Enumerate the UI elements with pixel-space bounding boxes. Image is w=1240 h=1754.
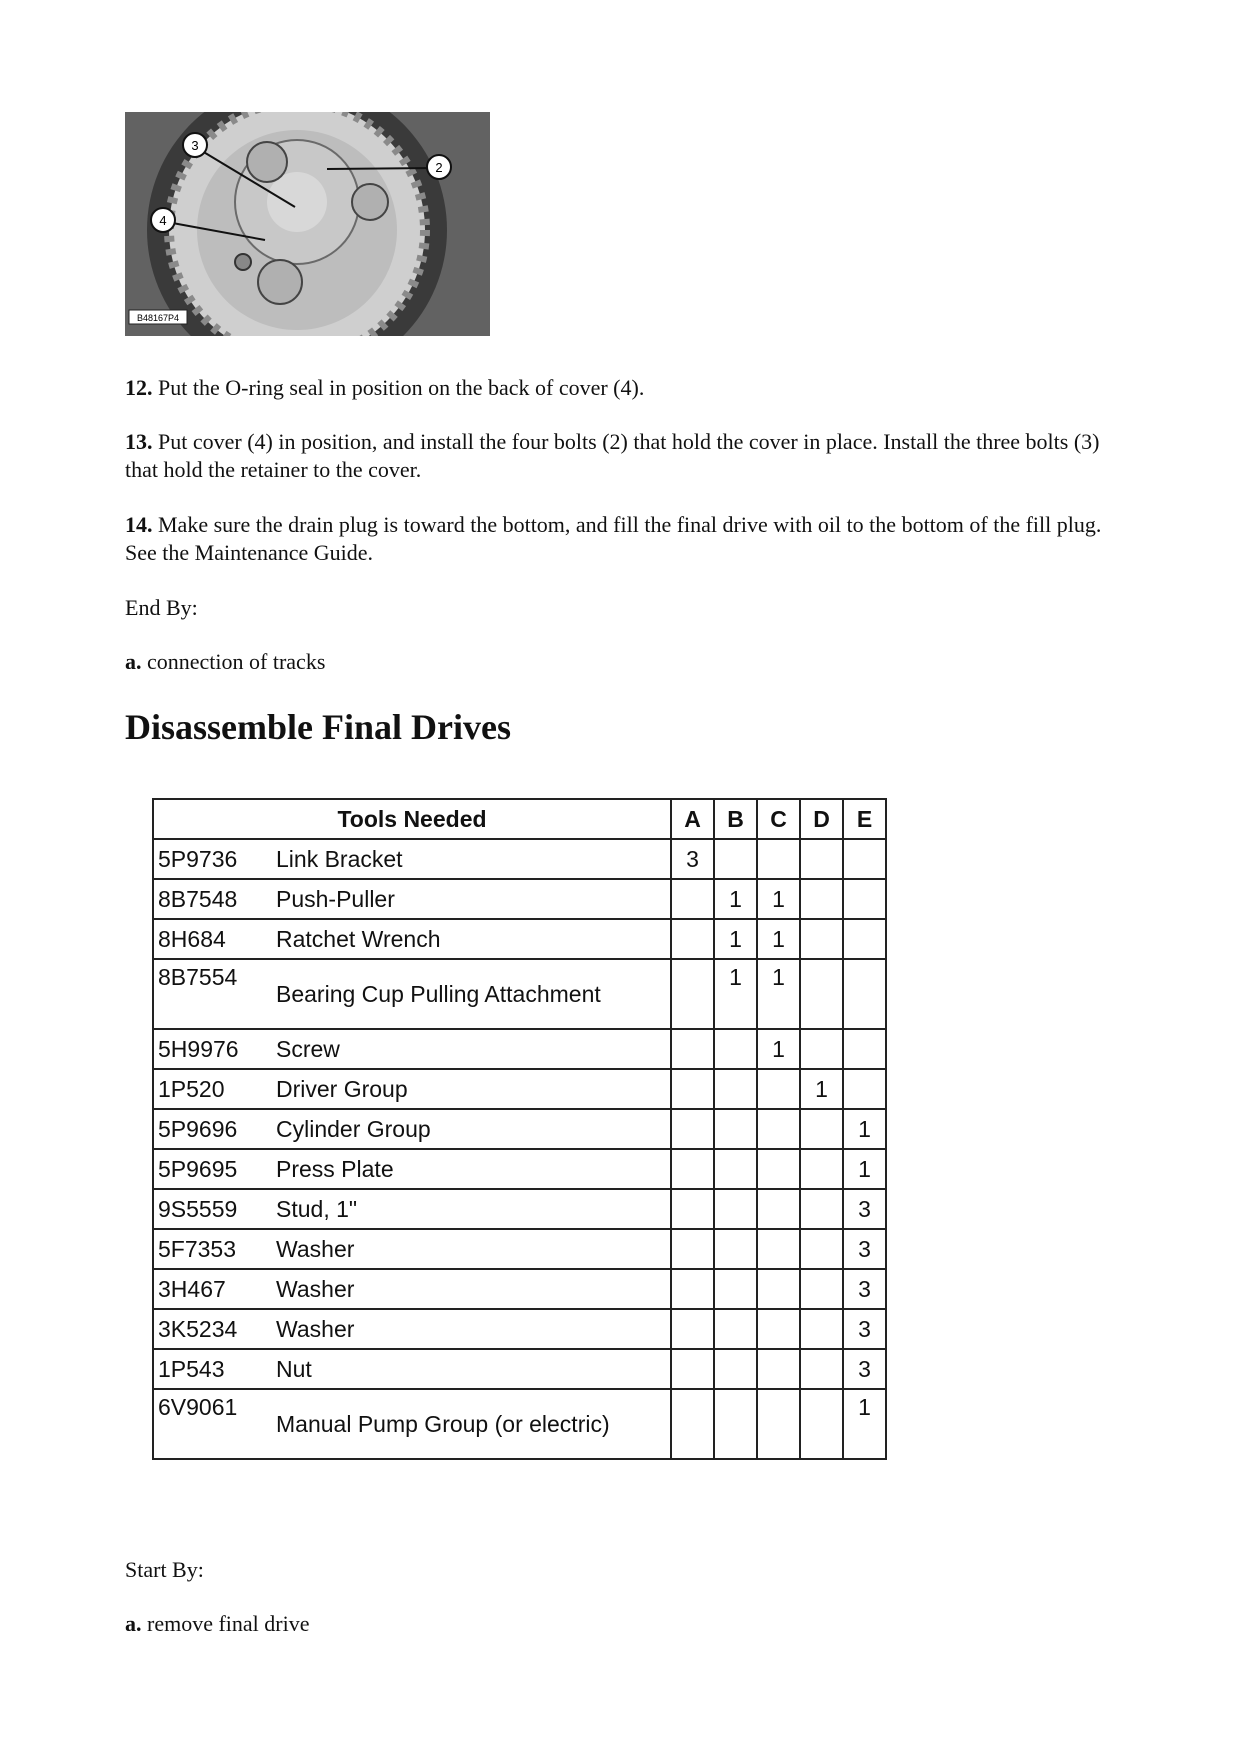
table-row [153,919,886,959]
qty-a [671,1149,714,1189]
qty-e: 3 [843,1189,886,1229]
qty-e [843,879,886,919]
qty-b [714,1389,757,1459]
qty-d [800,1229,843,1269]
qty-b: 1 [714,919,757,959]
qty-a [671,1269,714,1309]
qty-d: 1 [800,1069,843,1109]
qty-d [800,1309,843,1349]
qty-a [671,1029,714,1069]
qty-e: 3 [843,1349,886,1389]
svg-text:4: 4 [159,213,167,228]
part-number: 3H467 [153,1269,272,1309]
column-header-d: D [800,799,843,839]
step-text: Put the O-ring seal in position on the back of cover (4). [152,375,645,400]
qty-c [757,1389,800,1459]
column-header-c: C [757,799,800,839]
tools-needed-header: Tools Needed [153,799,671,839]
table-row [153,1189,886,1229]
item-letter: a. [125,1611,142,1636]
final-drive-illustration [125,112,490,336]
qty-e [843,959,886,1029]
svg-text:2: 2 [435,160,443,175]
table-row [153,879,886,919]
tool-name: Link Bracket [272,839,671,879]
table-row [153,1149,886,1189]
qty-c [757,839,800,879]
tool-name: Screw [272,1029,671,1069]
qty-c [757,1109,800,1149]
step-number: 12. [125,375,153,400]
tool-name: Press Plate [272,1149,671,1189]
callout-4 [151,208,175,232]
table-row [153,839,886,879]
qty-e: 1 [843,1389,886,1459]
tool-name: Bearing Cup Pulling Attachment [272,959,671,1029]
qty-c [757,1069,800,1109]
part-number: 1P520 [153,1069,272,1109]
qty-d [800,1149,843,1189]
qty-a [671,1229,714,1269]
tool-name: Driver Group [272,1069,671,1109]
item-text: connection of tracks [141,649,326,674]
step-12 [125,374,1115,402]
tool-name: Washer [272,1229,671,1269]
qty-a [671,1109,714,1149]
qty-d [800,1029,843,1069]
end-by-label: End By: [125,595,198,620]
table-row [153,1309,886,1349]
tool-name: Nut [272,1349,671,1389]
step-text: Put cover (4) in position, and install the four bolts (2) that hold the cover in place. Install the three bolts (3) that hold the retainer to the cover. [125,429,1100,482]
column-header-a: A [671,799,714,839]
qty-b [714,1029,757,1069]
qty-e: 1 [843,1109,886,1149]
table-header-row [153,799,886,839]
qty-e [843,1029,886,1069]
callout-3 [183,133,207,157]
qty-c [757,1349,800,1389]
qty-b [714,1109,757,1149]
qty-b [714,1309,757,1349]
callout-2 [427,155,451,179]
qty-b [714,1069,757,1109]
step-number: 14. [125,512,153,537]
tool-name: Cylinder Group [272,1109,671,1149]
qty-e [843,919,886,959]
part-number: 8B7548 [153,879,272,919]
figure-stamp [129,310,187,324]
qty-d [800,1269,843,1309]
tool-name: Ratchet Wrench [272,919,671,959]
qty-c: 1 [757,959,800,1029]
table-row [153,959,886,1029]
qty-d [800,919,843,959]
qty-b: 1 [714,959,757,1029]
table-row [153,1229,886,1269]
item-letter: a. [125,649,142,674]
part-number: 1P543 [153,1349,272,1389]
start-by-item-a [125,1610,1115,1638]
qty-a [671,1189,714,1229]
part-number: 3K5234 [153,1309,272,1349]
start-by-label: Start By: [125,1557,204,1582]
tool-name: Manual Pump Group (or electric) [272,1389,671,1459]
qty-a: 3 [671,839,714,879]
qty-a [671,1069,714,1109]
qty-a [671,879,714,919]
qty-d [800,839,843,879]
qty-a [671,1389,714,1459]
qty-b: 1 [714,879,757,919]
table-row [153,1069,886,1109]
part-number: 9S5559 [153,1189,272,1229]
qty-d [800,959,843,1029]
end-by-item-a [125,648,1115,676]
item-text: remove final drive [141,1611,310,1636]
table-row [153,1109,886,1149]
table-row [153,1349,886,1389]
qty-c [757,1309,800,1349]
qty-a [671,919,714,959]
qty-c: 1 [757,919,800,959]
qty-c [757,1269,800,1309]
table-row [153,1029,886,1069]
tool-name: Washer [272,1309,671,1349]
qty-a [671,1349,714,1389]
qty-e: 1 [843,1149,886,1189]
qty-c [757,1189,800,1229]
qty-b [714,839,757,879]
tool-name: Push-Puller [272,879,671,919]
section-title: Disassemble Final Drives [125,707,511,747]
qty-b [714,1349,757,1389]
qty-a [671,1309,714,1349]
part-number: 5P9736 [153,839,272,879]
part-number: 5H9976 [153,1029,272,1069]
step-14 [125,511,1115,567]
qty-d [800,879,843,919]
qty-b [714,1189,757,1229]
tool-name: Stud, 1" [272,1189,671,1229]
qty-e: 3 [843,1229,886,1269]
final-drive-photo [125,112,490,336]
qty-c: 1 [757,1029,800,1069]
column-header-b: B [714,799,757,839]
tools-needed-table [152,798,887,1460]
qty-b [714,1229,757,1269]
qty-e: 3 [843,1309,886,1349]
qty-c: 1 [757,879,800,919]
step-13 [125,428,1115,484]
part-number: 6V9061 [153,1389,272,1459]
qty-d [800,1189,843,1229]
qty-d [800,1109,843,1149]
step-number: 13. [125,429,153,454]
qty-a [671,959,714,1029]
table-row [153,1389,886,1459]
part-number: 8H684 [153,919,272,959]
part-number: 5P9695 [153,1149,272,1189]
part-number: 5P9696 [153,1109,272,1149]
qty-e: 3 [843,1269,886,1309]
qty-c [757,1149,800,1189]
part-number: 5F7353 [153,1229,272,1269]
qty-b [714,1149,757,1189]
qty-b [714,1269,757,1309]
qty-d [800,1349,843,1389]
step-text: Make sure the drain plug is toward the bottom, and fill the final drive with oil to the bottom of the fill plug. See the Maintenance Guide. [125,512,1102,565]
qty-e [843,839,886,879]
qty-c [757,1229,800,1269]
qty-d [800,1389,843,1459]
table-row [153,1269,886,1309]
column-header-e: E [843,799,886,839]
tool-name: Washer [272,1269,671,1309]
svg-text:B48167P4: B48167P4 [136,313,180,323]
qty-e [843,1069,886,1109]
svg-text:3: 3 [191,138,199,153]
part-number: 8B7554 [153,959,272,1029]
